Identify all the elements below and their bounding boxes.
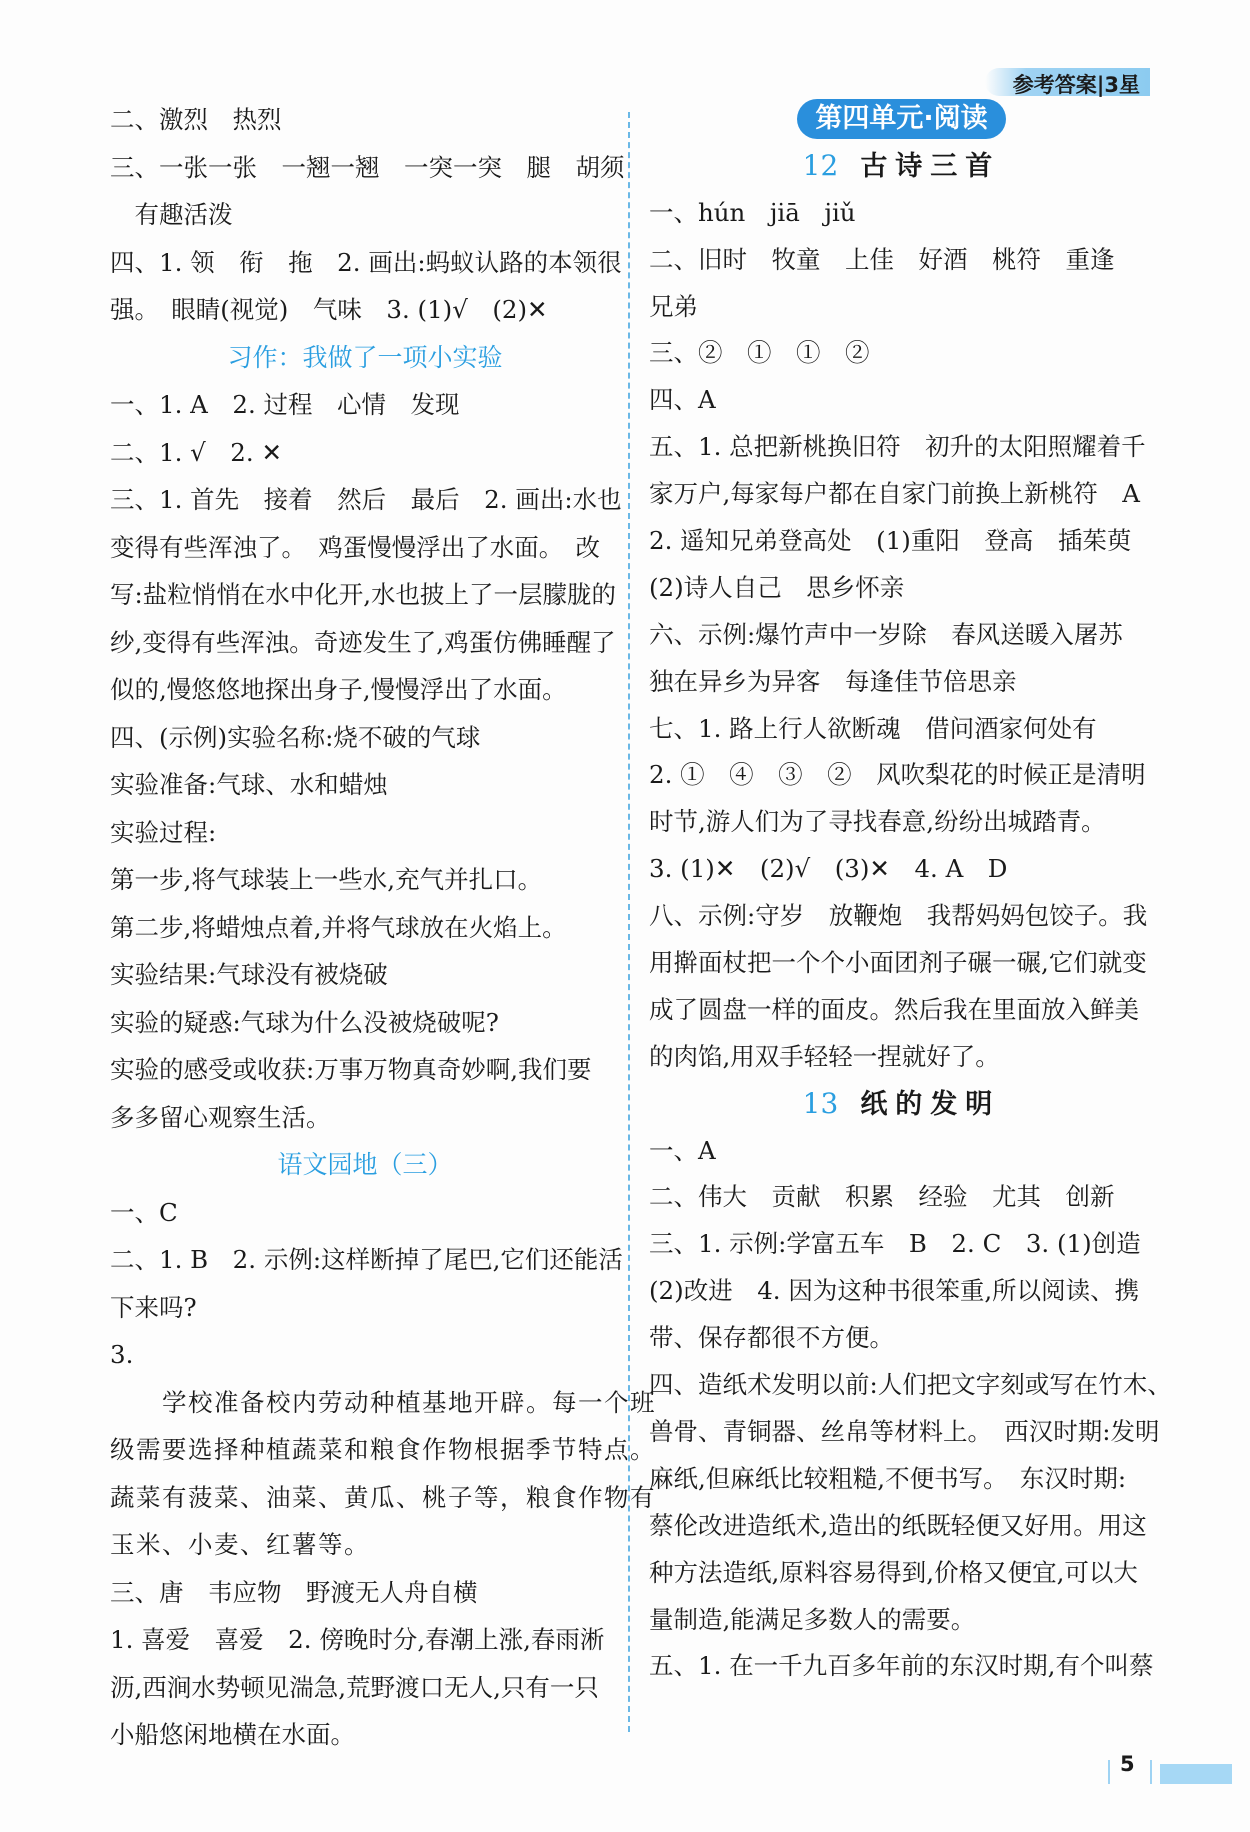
answer-line: 兄弟 — [649, 291, 698, 321]
answer-line: (2)诗人自己 思乡怀亲 — [649, 572, 905, 602]
answer-line: 蔡伦改进造纸术,造出的纸既轻便又好用。用这 — [649, 1510, 1147, 1540]
answer-line: 家万户,每家每户都在自家门前换上新桃符 A — [649, 479, 1140, 509]
page-number-tick-right — [1150, 1760, 1152, 1784]
answer-line: 实验的感受或收获:万事万物真奇妙啊,我们要 — [110, 1055, 592, 1084]
answer-line: 六、示例:爆竹声中一岁除 春风送暖入屠苏 — [649, 619, 1123, 649]
column-divider — [628, 112, 630, 1732]
header-label: 参考答案|3星 — [1012, 73, 1140, 97]
answer-line: 沥,西涧水势顿见湍急,荒野渡口无人,只有一只 — [110, 1672, 599, 1702]
answer-line: 八、示例:守岁 放鞭炮 我帮妈妈包饺子。我 — [649, 901, 1148, 931]
answer-line: 有趣活泼 — [110, 200, 233, 229]
answer-line: 成了圆盘一样的面皮。然后我在里面放入鲜美 — [649, 994, 1139, 1024]
answer-line: 二、旧时 牧童 上佳 好酒 桃符 重逢 — [649, 244, 1115, 274]
answer-line: 似的,慢悠悠地探出身子,慢慢浮出了水面。 — [110, 675, 567, 704]
answer-line: 写:盐粒悄悄在水中化开,水也披上了一层朦胧的 — [110, 580, 617, 609]
unit-banner — [649, 96, 1154, 143]
answer-line: 四、造纸术发明以前:人们把文字刻或写在竹木、 — [649, 1370, 1172, 1400]
page-number: 5 — [1120, 1752, 1135, 1776]
answer-line: 用擀面杖把一个个小面团剂子碾一碾,它们就变 — [649, 948, 1147, 978]
answer-line: 三、1. 示例:学富五车 B 2. C 3. (1)创造 — [649, 1229, 1141, 1259]
answer-line: 五、1. 在一千九百多年前的东汉时期,有个叫蔡 — [649, 1651, 1154, 1681]
answer-line: 第二步,将蜡烛点着,并将气球放在火焰上。 — [110, 912, 567, 942]
answer-line: 一、hún jiā jiǔ — [649, 197, 856, 227]
answer-line: 独在异乡为异客 每逢佳节倍思亲 — [649, 666, 1017, 696]
answer-line: 麻纸,但麻纸比较粗糙,不便书写。 东汉时期: — [649, 1463, 1127, 1493]
answer-line: 七、1. 路上行人欲断魂 借问酒家何处有 — [649, 713, 1097, 743]
left-column — [110, 96, 656, 1759]
answer-line: 变得有些浑浊了。 鸡蛋慢慢浮出了水面。 改 — [110, 532, 600, 562]
answer-line: 实验准备:气球、水和蜡烛 — [110, 770, 388, 799]
proofread-passage-line: 级需要选择种植蔬菜和粮食作物根据季节特点。 — [110, 1435, 656, 1464]
answer-line: 1. 喜爱 喜爱 2. 傍晚时分,春潮上涨,春雨淅 — [110, 1625, 605, 1654]
lesson-title — [649, 143, 1154, 190]
answer-line: 三、唐 韦应物 野渡无人舟自横 — [110, 1577, 478, 1607]
lesson-number: 12 — [802, 148, 839, 182]
answer-line: 的肉馅,用双手轻轻一捏就好了。 — [649, 1041, 1000, 1071]
answer-line: (2)改进 4. 因为这种书很笨重,所以阅读、携 — [649, 1276, 1140, 1306]
right-column — [649, 96, 1172, 1690]
answer-line: 三、② ① ① ② — [649, 338, 870, 368]
answer-line: 兽骨、青铜器、丝帛等材料上。 西汉时期:发明 — [649, 1416, 1160, 1446]
section-heading: 语文园地（三） — [277, 1150, 453, 1179]
answer-line: 小船悠闲地横在水面。 — [110, 1720, 355, 1749]
proofread-passage-line: 玉米、小麦、红薯等。 — [110, 1530, 370, 1559]
proofread-passage-line: 蔬菜有菠菜、油菜、黄瓜、桃子等，粮食作物有 — [110, 1482, 656, 1512]
page-number-tick-left — [1108, 1760, 1110, 1784]
answer-line: 2. ① ④ ③ ② 风吹梨花的时候正是清明 — [649, 760, 1146, 790]
answer-line: 量制造,能满足多数人的需要。 — [649, 1604, 976, 1634]
answer-key-header-tab — [985, 68, 1150, 96]
answer-line: 3. — [110, 1340, 134, 1369]
answer-line: 多多留心观察生活。 — [110, 1102, 331, 1132]
answer-line: 四、(示例)实验名称:烧不破的气球 — [110, 722, 481, 752]
lesson-name: 古诗三首 — [860, 150, 1001, 182]
page-number-bar — [1160, 1764, 1232, 1784]
answer-line: 二、1. B 2. 示例:这样断掉了尾巴,它们还能活 — [110, 1245, 623, 1274]
answer-line: 下来吗? — [110, 1292, 197, 1322]
lesson-name: 纸的发明 — [860, 1088, 1001, 1120]
answer-line: 带、保存都很不方便。 — [649, 1323, 894, 1353]
answer-line: 二、1. √ 2. ✕ — [110, 437, 282, 467]
unit-banner-label: 第四单元·阅读 — [797, 99, 1005, 139]
answer-line: 三、一张一张 一翘一翘 一突一突 腿 胡须 — [110, 152, 625, 182]
proofread-passage-line: 学校准备校内劳动种植基地开辟。每一个班 — [110, 1387, 656, 1417]
answer-line: 2. 遥知兄弟登高处 (1)重阳 登高 插茱萸 — [649, 526, 1132, 556]
answer-line: 四、1. 领 衔 拖 2. 画出:蚂蚁认路的本领很 — [110, 247, 622, 277]
answer-line: 三、1. 首先 接着 然后 最后 2. 画出:水也 — [110, 485, 622, 514]
answer-line: 时节,游人们为了寻找春意,纷纷出城踏青。 — [649, 807, 1106, 837]
answer-line: 纱,变得有些浑浊。奇迹发生了,鸡蛋仿佛睡醒了 — [110, 627, 616, 657]
answer-line: 实验结果:气球没有被烧破 — [110, 960, 388, 989]
lesson-title — [649, 1081, 1154, 1128]
answer-line: 五、1. 总把新桃换旧符 初升的太阳照耀着千 — [649, 432, 1146, 462]
section-heading: 习作：我做了一项小实验 — [227, 342, 503, 372]
answer-line: 实验的疑惑:气球为什么没被烧破呢? — [110, 1007, 499, 1037]
answer-line: 一、A — [649, 1135, 716, 1165]
answer-line: 第一步,将气球装上一些水,充气并扎口。 — [110, 865, 543, 894]
answer-line: 实验过程: — [110, 817, 217, 847]
answer-line: 二、伟大 贡献 积累 经验 尤其 创新 — [649, 1182, 1115, 1212]
answer-line: 一、C — [110, 1197, 178, 1227]
lesson-number: 13 — [802, 1086, 839, 1120]
answer-line: 二、激烈 热烈 — [110, 105, 282, 134]
answer-line: 强。 眼睛(视觉) 气味 3. (1)√ (2)✕ — [110, 295, 548, 324]
answer-line: 3. (1)✕ (2)√ (3)✕ 4. A D — [649, 854, 1008, 884]
answer-line: 四、A — [649, 385, 716, 415]
answer-line: 一、1. A 2. 过程 心情 发现 — [110, 390, 460, 419]
answer-line: 种方法造纸,原料容易得到,价格又便宜,可以大 — [649, 1557, 1138, 1587]
